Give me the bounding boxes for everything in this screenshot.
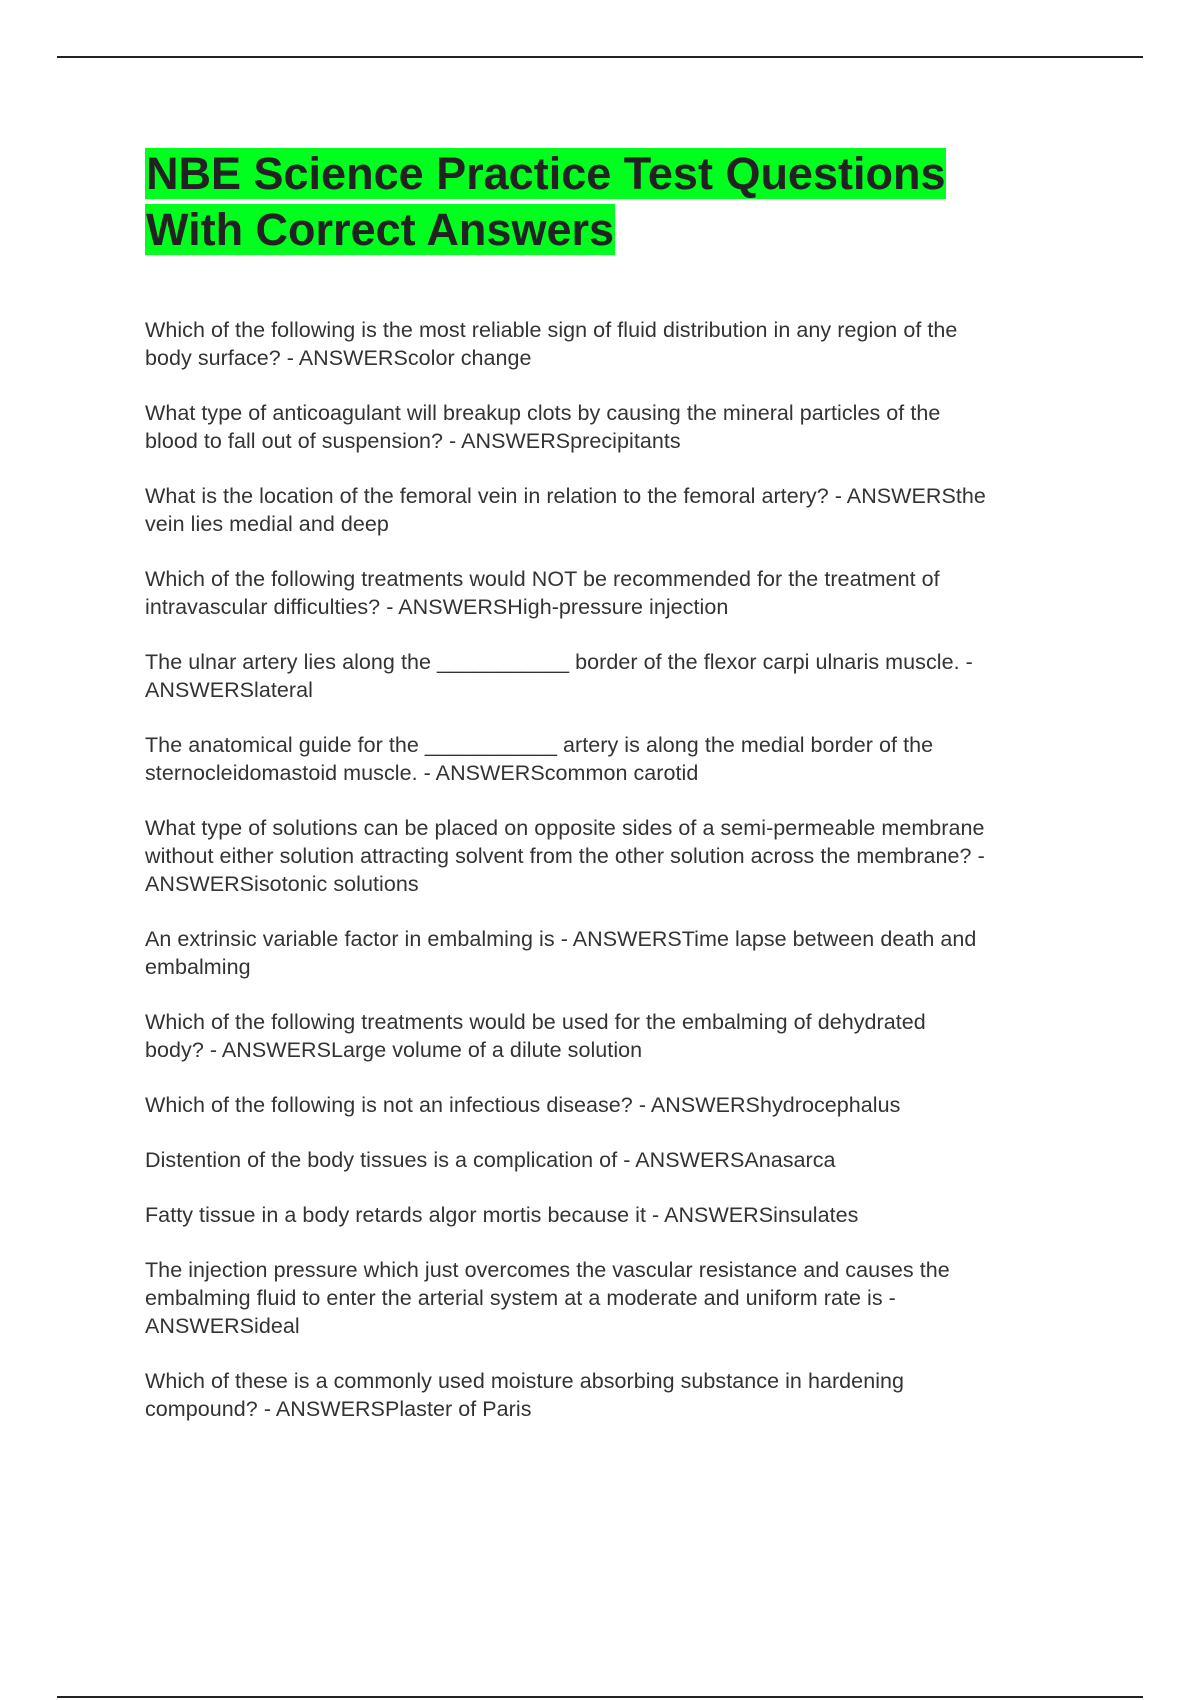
qa-line: embalming fluid to enter the arterial system at a moderate and uniform rate is -	[145, 1286, 896, 1310]
qa-line: What type of anticoagulant will breakup clots by causing the mineral particles of the	[145, 401, 941, 425]
qa-line: sternocleidomastoid muscle. - ANSWERScommon carotid	[145, 761, 699, 785]
qa-item	[145, 482, 1090, 538]
qa-item	[145, 1256, 1090, 1340]
qa-line: Which of the following is not an infectious disease? - ANSWERShydrocephalus	[145, 1093, 901, 1117]
qa-item	[145, 648, 1090, 704]
qa-line: embalming	[145, 955, 251, 979]
qa-line: The ulnar artery lies along the ___________ border of the flexor carpi ulnaris muscle. -	[145, 650, 973, 674]
document-content	[145, 146, 1090, 1450]
qa-line: body? - ANSWERSLarge volume of a dilute solution	[145, 1038, 643, 1062]
qa-line: The anatomical guide for the ___________ artery is along the medial border of the	[145, 733, 934, 757]
qa-item	[145, 565, 1090, 621]
qa-line: ANSWERSisotonic solutions	[145, 872, 419, 896]
qa-line: Which of the following treatments would NOT be recommended for the treatment of	[145, 567, 940, 591]
qa-line: Which of these is a commonly used moisture absorbing substance in hardening	[145, 1369, 905, 1393]
qa-line: Fatty tissue in a body retards algor mortis because it - ANSWERSinsulates	[145, 1203, 859, 1227]
qa-item	[145, 399, 1090, 455]
qa-line: without either solution attracting solvent from the other solution across the membrane? -	[145, 844, 985, 868]
qa-line: What type of solutions can be placed on opposite sides of a semi-permeable membrane	[145, 816, 985, 840]
qa-line: Which of the following is the most reliable sign of fluid distribution in any region of the	[145, 318, 958, 342]
qa-line: intravascular difficulties? - ANSWERSHigh-pressure injection	[145, 595, 729, 619]
qa-item	[145, 814, 1090, 898]
qa-line: An extrinsic variable factor in embalming is - ANSWERSTime lapse between death and	[145, 927, 977, 951]
qa-line: body surface? - ANSWERScolor change	[145, 346, 532, 370]
qa-item	[145, 1367, 1090, 1423]
qa-item	[145, 925, 1090, 981]
qa-line: ANSWERSideal	[145, 1314, 300, 1338]
qa-item	[145, 1146, 1090, 1174]
qa-line: ANSWERSlateral	[145, 678, 313, 702]
title-line: With Correct Answers	[146, 204, 615, 255]
qa-line: The injection pressure which just overcomes the vascular resistance and causes the	[145, 1258, 950, 1282]
qa-item	[145, 731, 1090, 787]
qa-item	[145, 1091, 1090, 1119]
document-title	[145, 146, 1090, 258]
qa-line: Distention of the body tissues is a complication of - ANSWERSAnasarca	[145, 1148, 836, 1172]
qa-item	[145, 1201, 1090, 1229]
question-answer-list	[145, 316, 1090, 1423]
qa-item	[145, 1008, 1090, 1064]
qa-line: vein lies medial and deep	[145, 512, 389, 536]
footer-rule	[57, 1696, 1143, 1698]
qa-line: Which of the following treatments would be used for the embalming of dehydrated	[145, 1010, 926, 1034]
header-rule	[57, 56, 1143, 58]
qa-line: compound? - ANSWERSPlaster of Paris	[145, 1397, 532, 1421]
qa-line: What is the location of the femoral vein in relation to the femoral artery? - ANSWERSthe	[145, 484, 986, 508]
qa-line: blood to fall out of suspension? - ANSWERSprecipitants	[145, 429, 681, 453]
qa-item	[145, 316, 1090, 372]
title-line: NBE Science Practice Test Questions	[146, 148, 946, 199]
